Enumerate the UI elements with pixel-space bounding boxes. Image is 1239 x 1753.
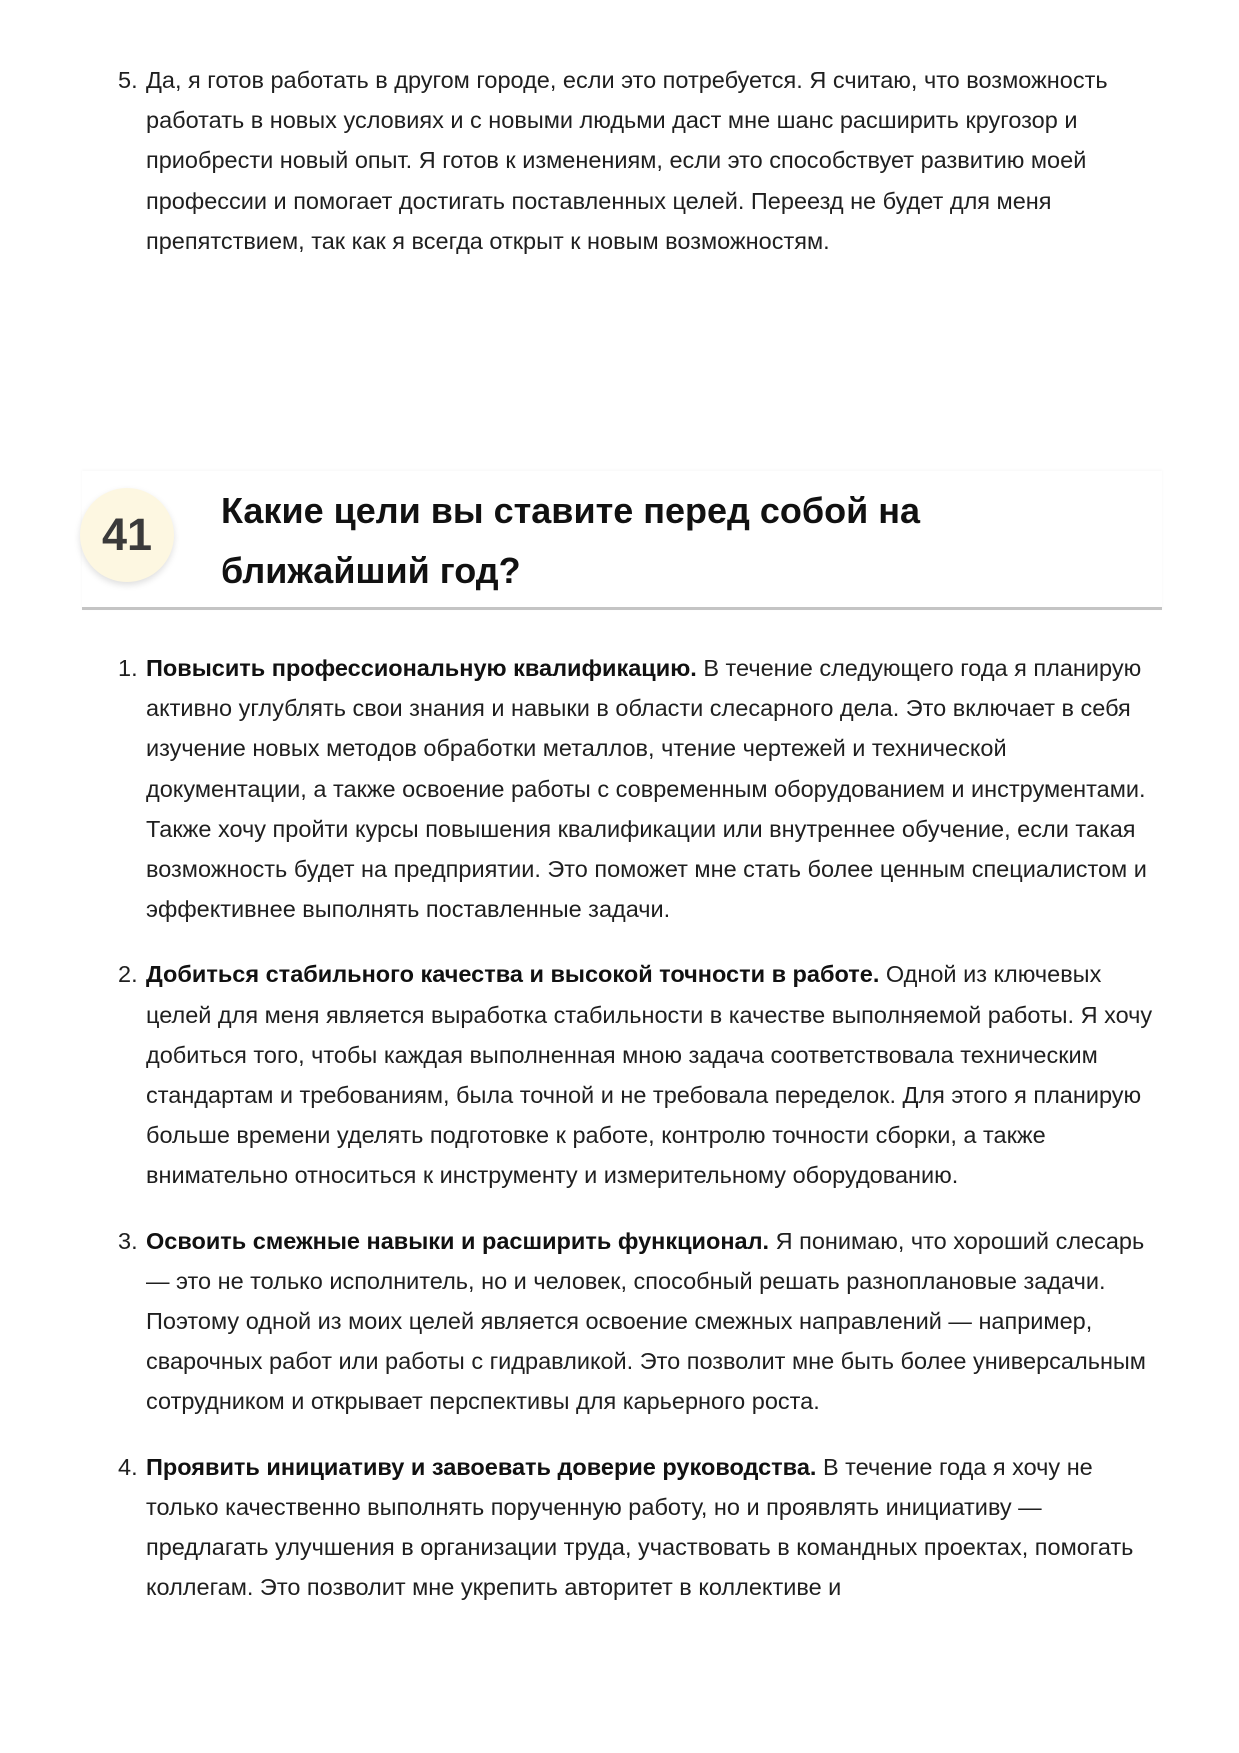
list-item [118,60,1164,261]
list-item [118,1447,1164,1608]
item-number: 1. [118,655,138,681]
item-text: Одной из ключевых целей для меня является выработка стабильности в качестве выполняемой работы. Я хочу добиться того, чтобы каждая выполненная мною задача соответствовала техническим стандартам и требованиям, была точной и не требовала переделок. Для этого я планирую больше времени уделять подготовке к работе, контролю точности сборки, а также внимательно относиться к инструменту и измерительному оборудованию. [146,961,1153,1189]
item-number: 4. [118,1453,138,1480]
item-number: 3. [118,1227,138,1254]
item-text: В течение следующего года я планирую активно углублять свои знания и навыки в области слесарного дела. Это включает в себя изучение новых методов обработки металлов, чтение чертежей и технической документации, а также освоение работы с современным оборудованием и инструментами. Также хочу пройти курсы повышения квалификации или внутреннее обучение, если такая возможность будет на предприятии. Это поможет мне стать более ценным специалистом и эффективнее выполнять поставленные задачи. [146,655,1147,923]
item-number: 2. [118,961,138,988]
previous-answer-list [118,60,1164,261]
list-item [118,954,1164,1195]
item-text: Да, я готов работать в другом городе, если это потребуется. Я считаю, что возможность работать в новых условиях и с новыми людьми даст мне шанс расширить кругозор и приобрести новый опыт. Я готов к изменениям, если это способствует развитию моей профессии и помогает достигать поставленных целей. Переезд не будет для меня препятствием, так как я всегда открыт к новым возможностям. [146,67,1108,254]
item-text: Я понимаю, что хороший слесарь — это не только исполнитель, но и человек, способный решать разноплановые задачи. Поэтому одной из моих целей является освоение смежных направлений — например, сварочных работ или работы с гидравликой. Это позволит мне быть более универсальным сотрудником и открывает перспективы для карьерного роста. [146,1227,1146,1415]
question-title: Какие цели вы ставите перед собой на ближайший год? [221,490,920,591]
question-number-badge: 41 [80,488,174,582]
item-heading: Повысить профессиональную квалификацию. [146,655,704,681]
item-text: В течение года я хочу не только качественно выполнять порученную работу, но и проявлять инициативу — предлагать улучшения в организации труда, участвовать в командных проектах, помогать коллегам. Это позволит мне укрепить авторитет в коллективе и [146,1453,1134,1601]
answer-list [118,648,1164,1632]
item-heading: Проявить инициативу и завоевать доверие руководства. [146,1453,823,1480]
question-header [82,471,1162,610]
item-heading: Добиться стабильного качества и высокой точности в работе. [146,961,886,988]
item-heading: Освоить смежные навыки и расширить функционал. [146,1227,776,1254]
item-number: 5. [118,67,138,93]
list-item [118,1221,1164,1422]
list-item [118,648,1164,929]
